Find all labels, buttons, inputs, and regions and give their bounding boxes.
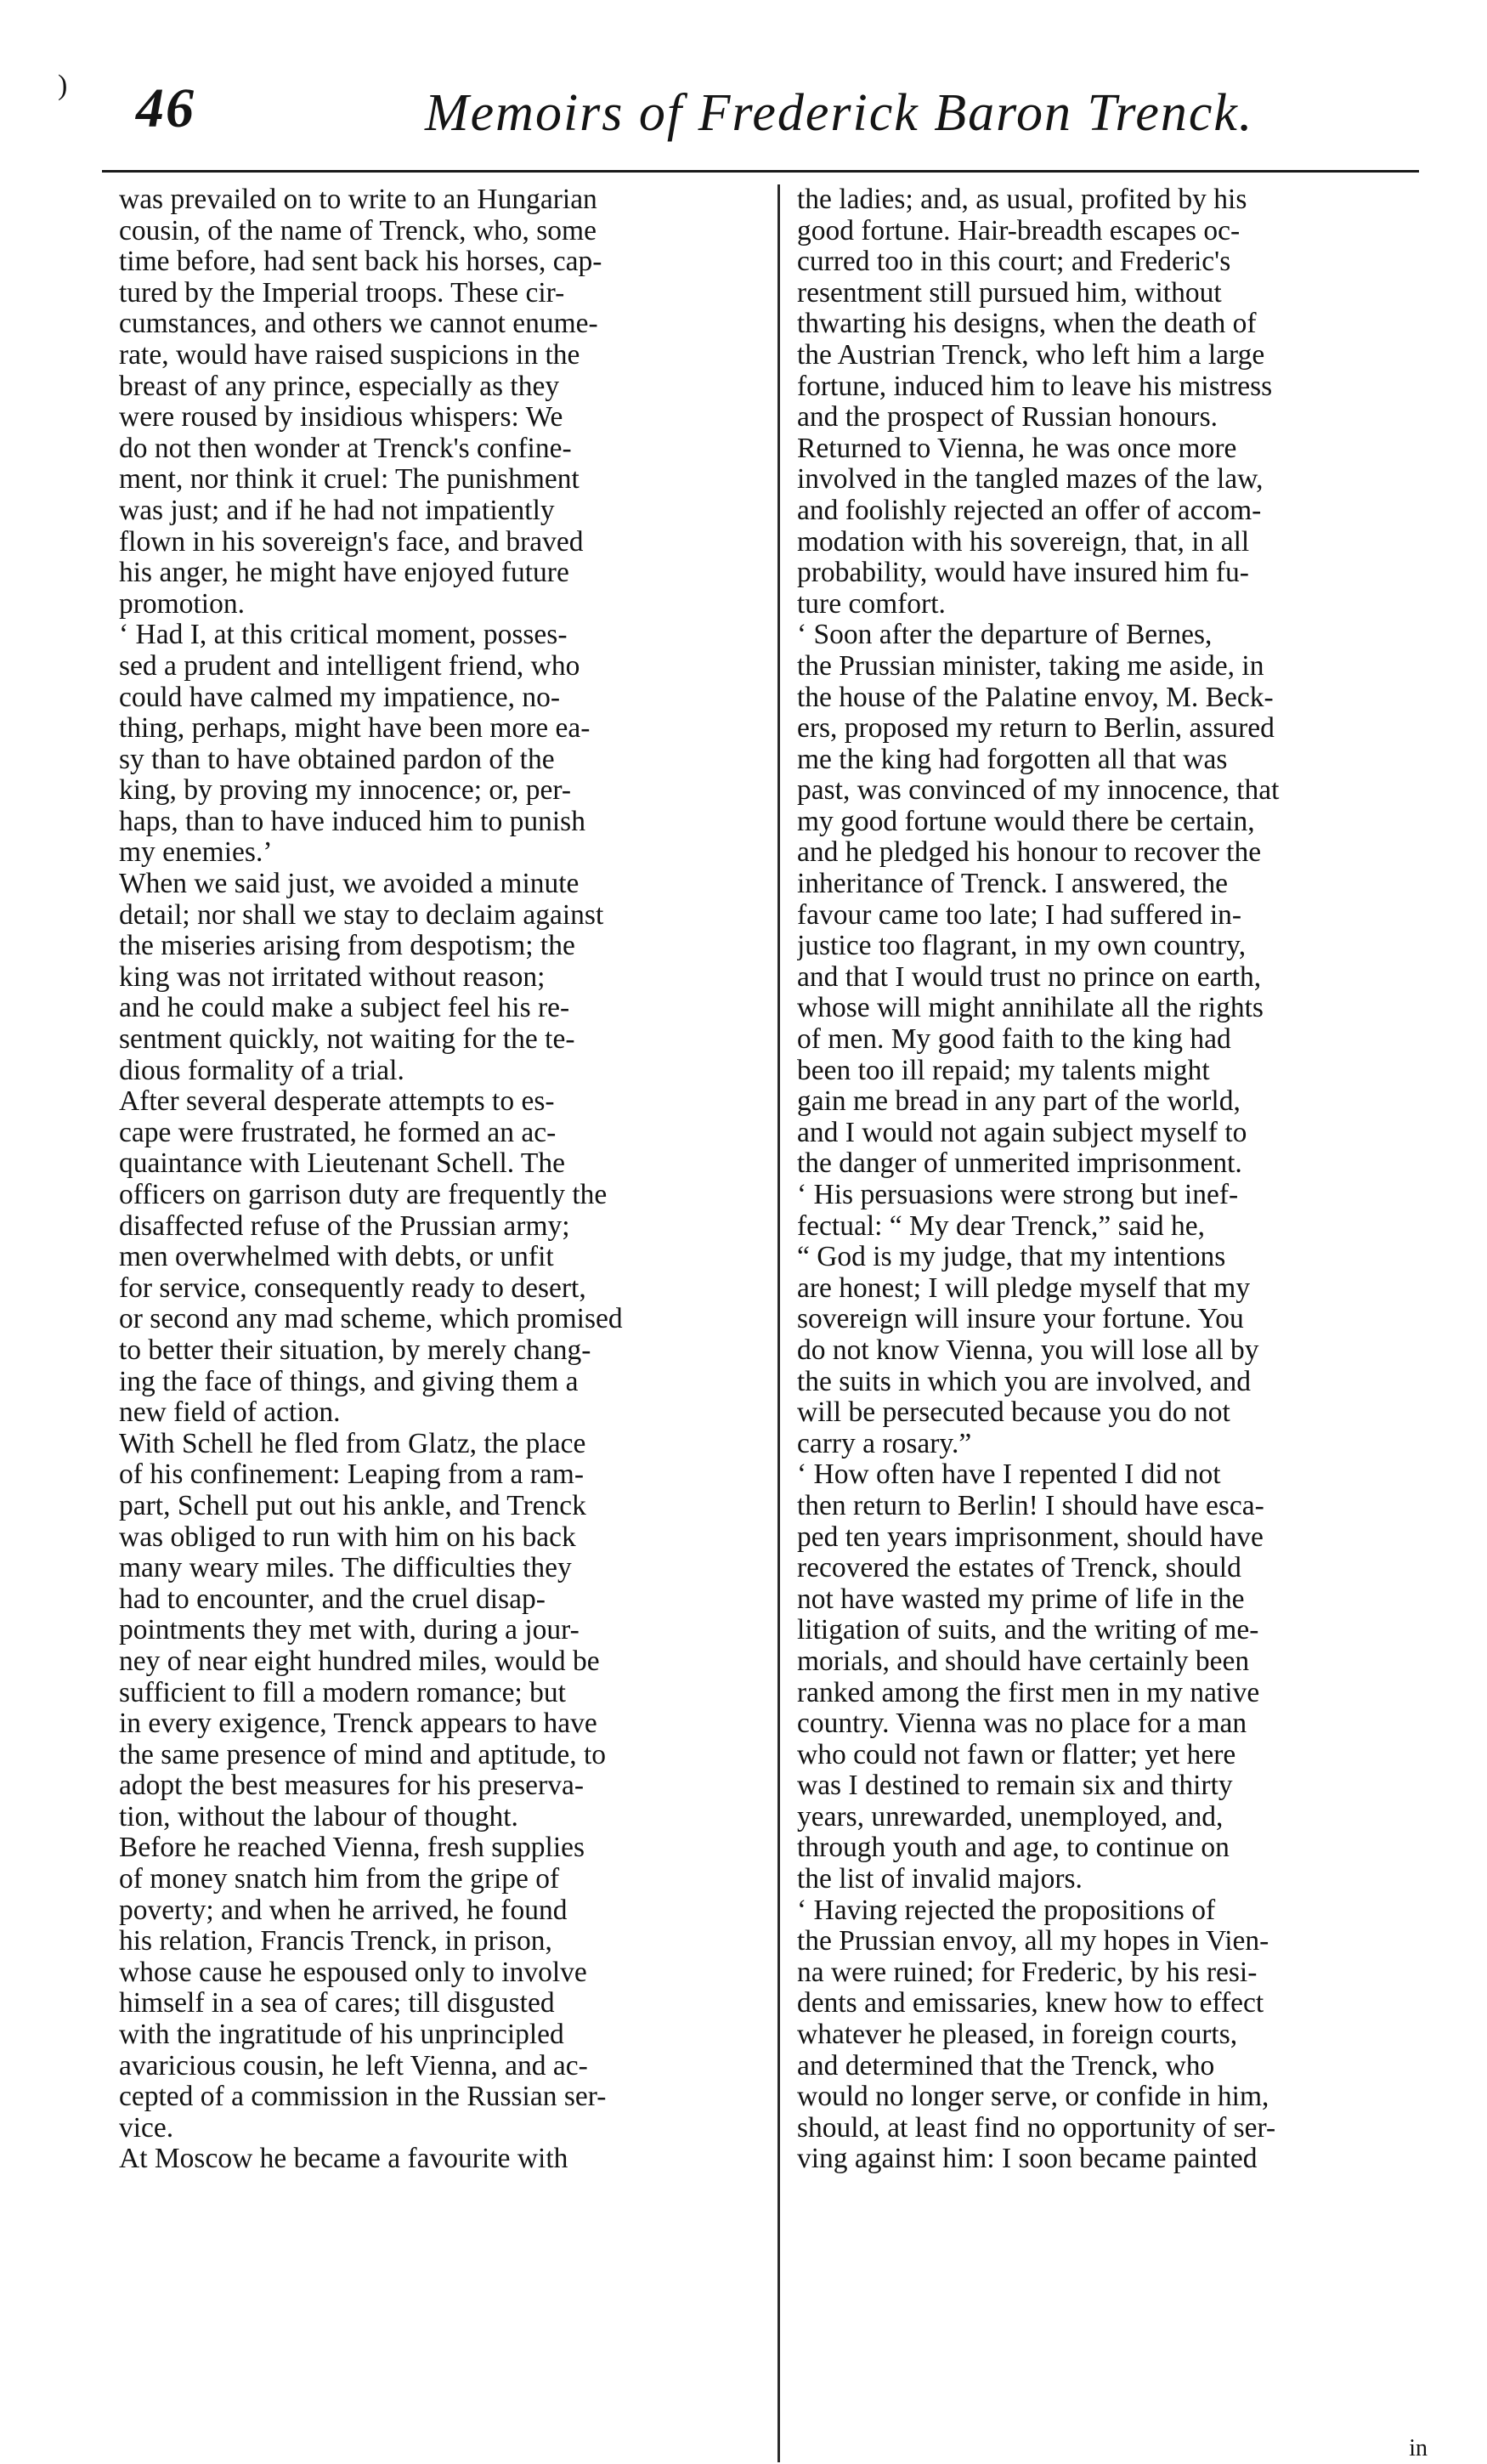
- text-line: dents and emissaries, knew how to effect: [797, 1988, 1264, 2019]
- text-line: was prevailed on to write to an Hungarian: [119, 184, 597, 215]
- text-line: and foolishly rejected an offer of accom-: [797, 495, 1262, 526]
- text-line: through youth and age, to continue on: [797, 1832, 1230, 1864]
- text-line: poverty; and when he arrived, he found: [119, 1895, 568, 1926]
- text-line: cape were frustrated, he formed an ac-: [119, 1117, 557, 1148]
- text-line: probability, would have insured him fu-: [797, 558, 1249, 589]
- text-line: ‘ His persuasions were strong but inef-: [797, 1180, 1239, 1210]
- text-line: quaintance with Lieutenant Schell. The: [119, 1148, 565, 1180]
- text-line: morials, and should have certainly been: [797, 1645, 1250, 1677]
- left-column: [119, 184, 765, 2462]
- text-line: his relation, Francis Trenck, in prison,: [119, 1926, 552, 1957]
- page-header: [102, 76, 1419, 173]
- text-line: and the prospect of Russian honours.: [797, 402, 1218, 433]
- text-line: involved in the tangled mazes of the law,: [797, 464, 1264, 496]
- text-line: of money snatch him from the gripe of: [119, 1864, 560, 1895]
- text-columns: [102, 184, 1428, 2462]
- text-line: of his confinement: Leaping from a ram-: [119, 1459, 584, 1491]
- text-line: good fortune. Hair-breadth escapes oc-: [797, 215, 1241, 246]
- text-line: king was not irritated without reason;: [119, 961, 546, 993]
- text-line: pointments they met with, during a jour-: [119, 1615, 580, 1646]
- text-line: past, was convinced of my innocence, that: [797, 775, 1280, 807]
- text-line: recovered the estates of Trenck, should: [797, 1553, 1241, 1584]
- text-line: many weary miles. The difficulties they: [119, 1553, 572, 1584]
- text-line: With Schell he fled from Glatz, the place: [119, 1428, 586, 1459]
- text-line: ranked among the first men in my native: [797, 1677, 1260, 1708]
- text-line: Returned to Vienna, he was once more: [797, 433, 1237, 464]
- text-line: cousin, of the name of Trenck, who, some: [119, 215, 596, 246]
- text-line: himself in a sea of cares; till disgusted: [119, 1988, 555, 2019]
- text-line: carry a rosary.”: [797, 1428, 972, 1459]
- text-line: ney of near eight hundred miles, would be: [119, 1645, 600, 1677]
- text-line: justice too flagrant, in my own country,: [797, 931, 1247, 962]
- text-line: do not know Vienna, you will lose all by: [797, 1334, 1259, 1366]
- text-line: adopt the best measures for his preserva-: [119, 1770, 584, 1802]
- text-line: had to encounter, and the cruel disap-: [119, 1583, 546, 1615]
- column-divider: [777, 184, 780, 2462]
- text-line: sovereign will insure your fortune. You: [797, 1304, 1244, 1335]
- text-line: ving against him: I soon became painted: [797, 2144, 1258, 2175]
- text-line: me the king had forgotten all that was: [797, 744, 1228, 775]
- text-line: modation with his sovereign, that, in all: [797, 526, 1250, 558]
- text-line: When we said just, we avoided a minute: [119, 869, 580, 900]
- text-line: the Prussian envoy, all my hopes in Vien-: [797, 1926, 1269, 1957]
- running-head: Memoirs of Frederick Baron Trenck.: [425, 84, 1254, 142]
- text-line: ‘ Had I, at this critical moment, posses-: [119, 620, 568, 651]
- text-line: favour came too late; I had suffered in-: [797, 899, 1242, 931]
- text-line: of men. My good faith to the king had: [797, 1024, 1231, 1056]
- text-line: and determined that the Trenck, who: [797, 2050, 1215, 2082]
- text-line: breast of any prince, especially as they: [119, 371, 560, 402]
- text-line: whose cause he espoused only to involve: [119, 1957, 587, 1988]
- text-line: ‘ Soon after the departure of Bernes,: [797, 620, 1213, 651]
- text-line: new field of action.: [119, 1397, 341, 1429]
- text-line: are honest; I will pledge myself that my: [797, 1272, 1251, 1304]
- text-line: the house of the Palatine envoy, M. Beck-: [797, 682, 1274, 713]
- text-line: ing the face of things, and giving them a: [119, 1366, 579, 1397]
- text-line: to better their situation, by merely chang-: [119, 1334, 591, 1366]
- text-line: whose will might annihilate all the rights: [797, 993, 1264, 1024]
- text-line: sentment quickly, not waiting for the te-: [119, 1024, 575, 1056]
- text-line: rate, would have raised suspicions in the: [119, 339, 580, 371]
- text-line: years, unrewarded, unemployed, and,: [797, 1801, 1224, 1832]
- text-line: whatever he pleased, in foreign courts,: [797, 2019, 1238, 2051]
- text-line: thing, perhaps, might have been more ea-: [119, 713, 591, 745]
- text-line: cumstances, and others we cannot enume-: [119, 309, 598, 340]
- text-line: for service, consequently ready to desert,: [119, 1272, 586, 1304]
- text-line: country. Vienna was no place for a man: [797, 1708, 1247, 1740]
- text-line: who could not fawn or flatter; yet here: [797, 1739, 1236, 1770]
- text-line: thwarting his designs, when the death of: [797, 309, 1257, 340]
- edge-mark: ): [58, 70, 68, 101]
- text-line: king, by proving my innocence; or, per-: [119, 775, 571, 807]
- text-line: been too ill repaid; my talents might: [797, 1055, 1210, 1086]
- text-line: the list of invalid majors.: [797, 1864, 1083, 1895]
- text-line: cepted of a commission in the Russian ser-: [119, 2082, 607, 2113]
- text-line: was just; and if he had not impatiently: [119, 495, 555, 526]
- text-line: ped ten years imprisonment, should have: [797, 1521, 1264, 1553]
- text-line: then return to Berlin! I should have esca-: [797, 1490, 1264, 1521]
- text-line: could have calmed my impatience, no-: [119, 682, 561, 713]
- text-line: men overwhelmed with debts, or unfit: [119, 1242, 554, 1273]
- text-line: litigation of suits, and the writing of me-: [797, 1615, 1259, 1646]
- text-line: and that I would trust no prince on earth,: [797, 961, 1262, 993]
- text-line: was obliged to run with him on his back: [119, 1521, 576, 1553]
- text-line: the Prussian minister, taking me aside, in: [797, 650, 1264, 682]
- text-line: in every exigence, Trenck appears to have: [119, 1708, 597, 1740]
- text-line: avaricious cousin, he left Vienna, and ac-: [119, 2050, 588, 2082]
- text-line: the Austrian Trenck, who left him a large: [797, 339, 1265, 371]
- text-line: tured by the Imperial troops. These cir-: [119, 277, 565, 309]
- text-line: disaffected refuse of the Prussian army;: [119, 1210, 570, 1242]
- catchword: in: [1409, 2435, 1428, 2461]
- text-line: my good fortune would there be certain,: [797, 806, 1255, 837]
- text-line: should, at least find no opportunity of ser-: [797, 2112, 1276, 2144]
- text-line: officers on garrison duty are frequently the: [119, 1180, 608, 1210]
- text-line: na were ruined; for Frederic, by his resi-: [797, 1957, 1258, 1988]
- text-line: ers, proposed my return to Berlin, assured: [797, 713, 1275, 745]
- text-line: or second any mad scheme, which promised: [119, 1304, 623, 1335]
- text-line: was I destined to remain six and thirty: [797, 1770, 1233, 1802]
- text-line: sufficient to fill a modern romance; but: [119, 1677, 566, 1708]
- text-line: curred too in this court; and Frederic's: [797, 246, 1231, 278]
- text-line: detail; nor shall we stay to declaim against: [119, 899, 604, 931]
- text-line: the same presence of mind and aptitude, to: [119, 1739, 607, 1770]
- text-line: fectual: “ My dear Trenck,” said he,: [797, 1210, 1206, 1242]
- text-line: time before, had sent back his horses, cap-: [119, 246, 602, 278]
- text-line: were roused by insidious whispers: We: [119, 402, 563, 433]
- text-line: resentment still pursued him, without: [797, 277, 1222, 309]
- text-line: gain me bread in any part of the world,: [797, 1086, 1241, 1118]
- page-number: 46: [136, 77, 195, 139]
- text-line: fortune, induced him to leave his mistress: [797, 371, 1273, 402]
- text-line: the miseries arising from despotism; the: [119, 931, 575, 962]
- text-line: Before he reached Vienna, fresh supplies: [119, 1832, 585, 1864]
- text-line: will be persecuted because you do not: [797, 1397, 1230, 1429]
- text-line: vice.: [119, 2112, 174, 2144]
- text-line: promotion.: [119, 588, 245, 620]
- text-line: dious formality of a trial.: [119, 1055, 404, 1086]
- text-line: the ladies; and, as usual, profited by his: [797, 184, 1247, 215]
- text-line: would no longer serve, or confide in him,: [797, 2082, 1269, 2113]
- text-line: ‘ How often have I repented I did not: [797, 1459, 1221, 1491]
- text-line: ‘ Having rejected the propositions of: [797, 1895, 1216, 1926]
- text-line: do not then wonder at Trenck's confine-: [119, 433, 572, 464]
- text-line: his anger, he might have enjoyed future: [119, 558, 569, 589]
- text-line: and I would not again subject myself to: [797, 1117, 1247, 1148]
- text-line: haps, than to have induced him to punish: [119, 806, 585, 837]
- text-line: my enemies.’: [119, 837, 273, 869]
- text-line: sy than to have obtained pardon of the: [119, 744, 555, 775]
- text-line: tion, without the labour of thought.: [119, 1801, 518, 1832]
- text-line: “ God is my judge, that my intentions: [797, 1242, 1226, 1273]
- text-line: and he could make a subject feel his re-: [119, 993, 570, 1024]
- text-line: ment, nor think it cruel: The punishment: [119, 464, 580, 496]
- text-line: sed a prudent and intelligent friend, who: [119, 650, 580, 682]
- text-line: the suits in which you are involved, and: [797, 1366, 1252, 1397]
- text-line: ture comfort.: [797, 588, 946, 620]
- text-line: flown in his sovereign's face, and braved: [119, 526, 584, 558]
- text-line: not have wasted my prime of life in the: [797, 1583, 1245, 1615]
- text-line: After several desperate attempts to es-: [119, 1086, 555, 1118]
- text-line: inheritance of Trenck. I answered, the: [797, 869, 1228, 900]
- text-line: and he pledged his honour to recover the: [797, 837, 1262, 869]
- text-line: part, Schell put out his ankle, and Trenck: [119, 1490, 586, 1521]
- text-line: At Moscow he became a favourite with: [119, 2144, 568, 2175]
- text-line: the danger of unmerited imprisonment.: [797, 1148, 1242, 1180]
- right-column: [797, 184, 1445, 2462]
- text-line: with the ingratitude of his unprincipled: [119, 2019, 564, 2051]
